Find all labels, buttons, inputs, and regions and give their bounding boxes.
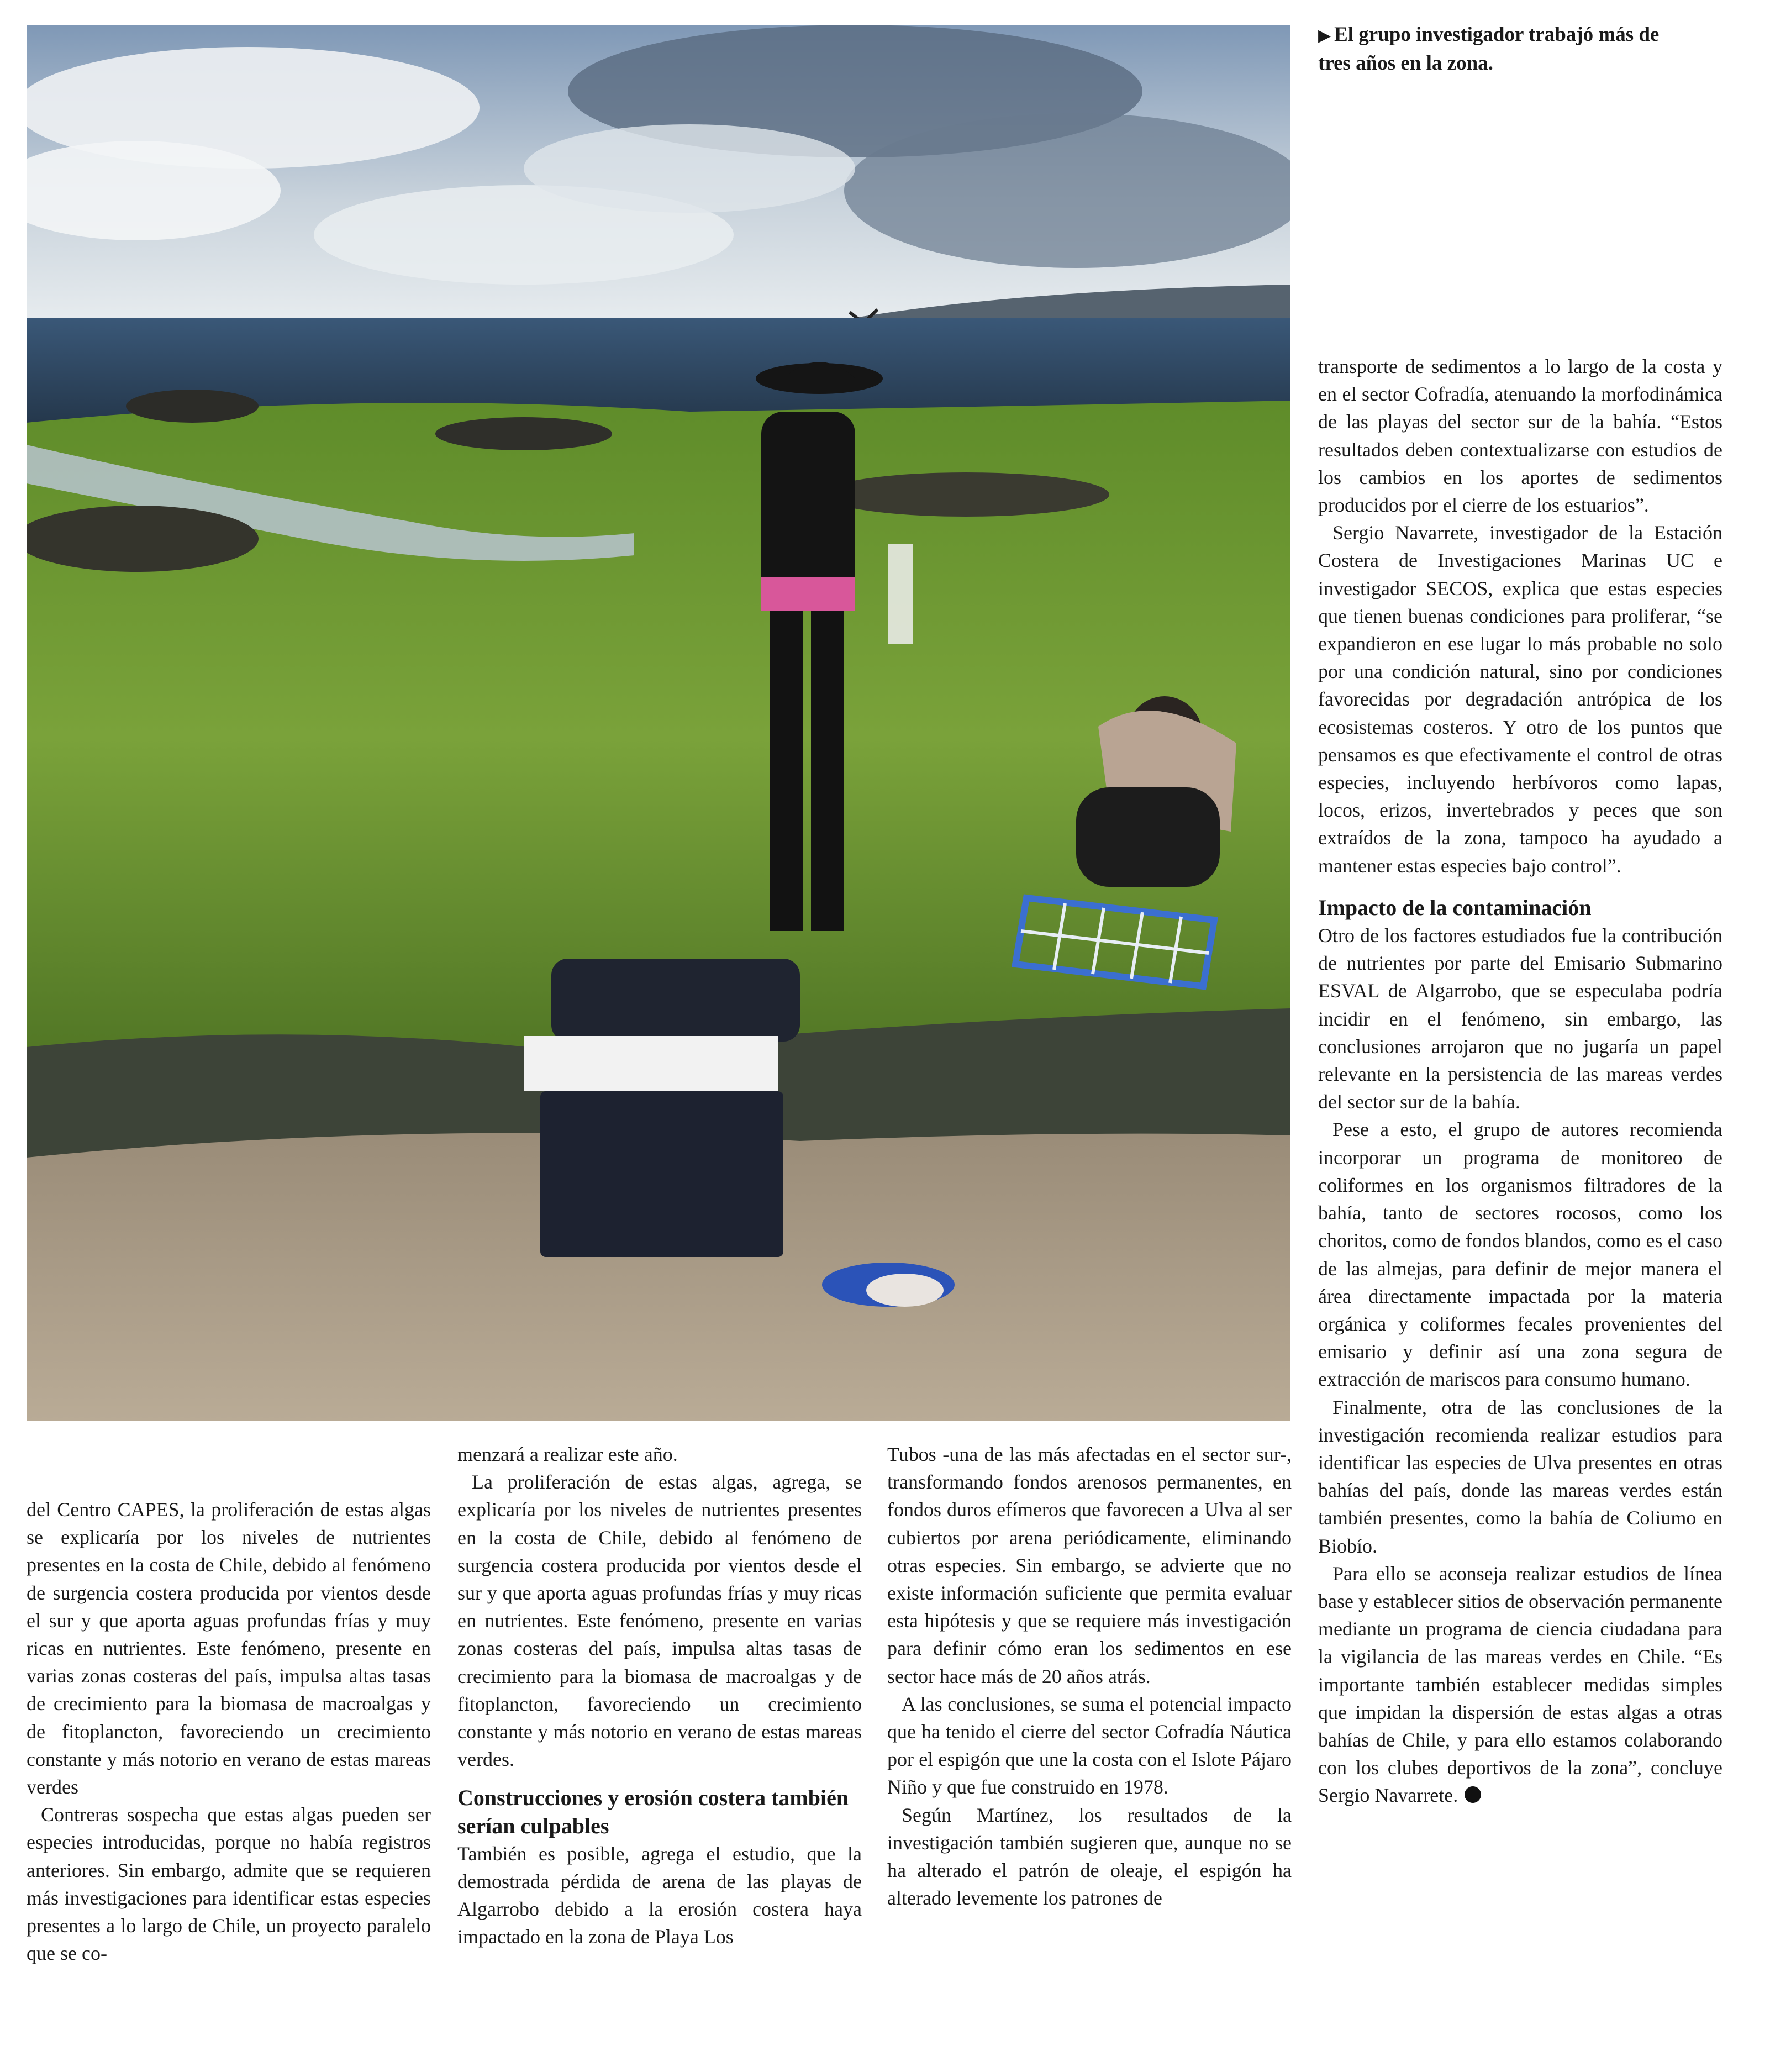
col1-paragraph-2: Contreras sospecha que estas algas pueden ser especies introducidas, porque no había registros anteriores. Sin embargo, admite que se requieren más investigaciones para identificar estas especies presentes a lo largo de Chile, un proyecto paralelo que se co- bbox=[27, 1803, 431, 1965]
col2-paragraph-3: También es posible, agrega el estudio, que la demostrada pérdida de arena de las playas de Algarrobo debido a la erosión costera haya impactado en la zona de Playa Los bbox=[457, 1842, 862, 1948]
col4-paragraph-6 bbox=[1318, 1560, 1722, 1810]
col3-paragraph-3: Según Martínez, los resultados de la investigación también sugieren que, aunque no se ha alterado el patrón de oleaje, el espigón ha alterado levemente los patrones de bbox=[887, 1803, 1292, 1910]
col4-paragraph-2: Sergio Navarrete, investigador de la Estación Costera de Investigaciones Marinas UC e investigador SECOS, explica que estas especies que tienen buenas condiciones para proliferar, “se expandieron en ese lugar lo más probable no solo por una condición natural, sino por condiciones favorecidas por degradación antrópica de los ecosistemas costeros. Y otro de los puntos que pensamos es que efectivamente el control de otras especies, incluyendo herbívoros como lapas, locos, erizos, invertebrados y peces que son extraídos de la zona, tampoco ha ayudado a mantener estas especies bajo control”. bbox=[1318, 522, 1722, 877]
end-mark-icon bbox=[1465, 1786, 1481, 1803]
col4-subheading: Impacto de la contaminación bbox=[1318, 895, 1592, 920]
caption-arrow-icon: ▶ bbox=[1318, 27, 1331, 45]
col4-paragraph-1: transporte de sedimentos a lo largo de la costa y en el sector Cofradía, atenuando la morfodinámica de las playas del sector sur de la bahía. “Estos resultados deben contextualizarse con estudios de los cambios en los aportes de sedimentos producidos por el cierre de los estuarios”. bbox=[1318, 355, 1722, 517]
beach-scene-image bbox=[27, 25, 1290, 1421]
column-4 bbox=[1318, 353, 1722, 1810]
col3-paragraph-1: Tubos -una de las más afectadas en el sector sur-, transformando fondos arenosos permanentes, en fondos duros efímeros que favorecen a Ulva al ser cubiertos por arena periódicamente, eliminando otras especies. Sin embargo, se advierte que no existe información suficiente que permita evaluar esta hipótesis y que se requiere más investigación para definir cómo eran los sedimentos en ese sector hace más de 20 años atrás. bbox=[887, 1443, 1292, 1687]
col2-subheading: Construcciones y erosión costera también serían culpables bbox=[457, 1785, 849, 1838]
col1-paragraph-1: del Centro CAPES, la proliferación de estas algas se explicaría por los niveles de nutrientes presentes en la costa de Chile, debido al fenómeno de surgencia costera producida por vientos desde el sur y que aporta aguas profundas frías y muy ricas en nutrientes. Este fenómeno, presente en varias zonas costeras del país, impulsa altas tasas de crecimiento para la biomasa de macroalgas y de fitoplancton, favoreciendo un crecimiento constante y más notorio en verano de estas mareas verdes bbox=[27, 1498, 431, 1798]
caption-text: El grupo investigador trabajó más de tres años en la zona. bbox=[1318, 23, 1660, 75]
col2-paragraph-1: menzará a realizar este año. bbox=[457, 1443, 678, 1465]
column-1 bbox=[27, 1496, 431, 1967]
col2-paragraph-2: La proliferación de estas algas, agrega, se explicaría por los niveles de nutrientes presentes en la costa de Chile, debido al fenómeno de surgencia costera producida por vientos desde el sur y que aporta aguas profundas frías y muy ricas en nutrientes. Este fenómeno, presente en varias zonas costeras del país, impulsa altas tasas de crecimiento para la biomasa de macroalgas y de fitoplancton, favoreciendo un crecimiento constante y más notorio en verano de estas mareas verdes. bbox=[457, 1471, 862, 1771]
col4-paragraph-4: Pese a esto, el grupo de autores recomienda incorporar un programa de monitoreo de coliformes en los organismos filtradores de la bahía, tanto de sectores rocosos, como los choritos, como de fondos blandos, como es el caso de las almejas, para definir de mejor manera el área directamente impactada por la materia orgánica y coliformes fecales provenientes del emisario y definir así una zona segura de extracción de mariscos para consumo humano. bbox=[1318, 1118, 1722, 1391]
photo-caption bbox=[1318, 21, 1677, 77]
col3-paragraph-2: A las conclusiones, se suma el potencial impacto que ha tenido el cierre del sector Cofradía Náutica por el espigón que une la costa con el Islote Pájaro Niño y que fue construido en 1978. bbox=[887, 1692, 1292, 1798]
col4-paragraph-6-text: Para ello se aconseja realizar estudios de línea base y establecer sitios de observación permanente mediante un programa de ciencia ciudadana para la vigilancia de las mareas verdes en Chile. “Es importante también establecer medidas simples que impidan la dispersión de estas algas a otras bahías de Chile, y para ello estamos colaborando con los clubes deportivos de la zona”, concluye Sergio Navarrete. bbox=[1318, 1562, 1722, 1807]
column-3 bbox=[887, 1440, 1292, 1912]
column-2 bbox=[457, 1440, 862, 1951]
article-photo bbox=[27, 25, 1290, 1421]
col4-paragraph-5: Finalmente, otra de las conclusiones de la investigación recomienda realizar estudios para identificar las especies de Ulva presentes en otras bahías del país, donde las mareas verdes están también presentes, como la bahía de Coliumo en Biobío. bbox=[1318, 1396, 1722, 1557]
col4-paragraph-3: Otro de los factores estudiados fue la contribución de nutrientes por parte del Emisario Submarino ESVAL de Algarrobo, que se especulaba podría incidir en el fenómeno, sin embargo, las conclusiones arrojaron que no jugaría un papel relevante en la persistencia de las mareas verdes del sector sur de la bahía. bbox=[1318, 924, 1722, 1113]
